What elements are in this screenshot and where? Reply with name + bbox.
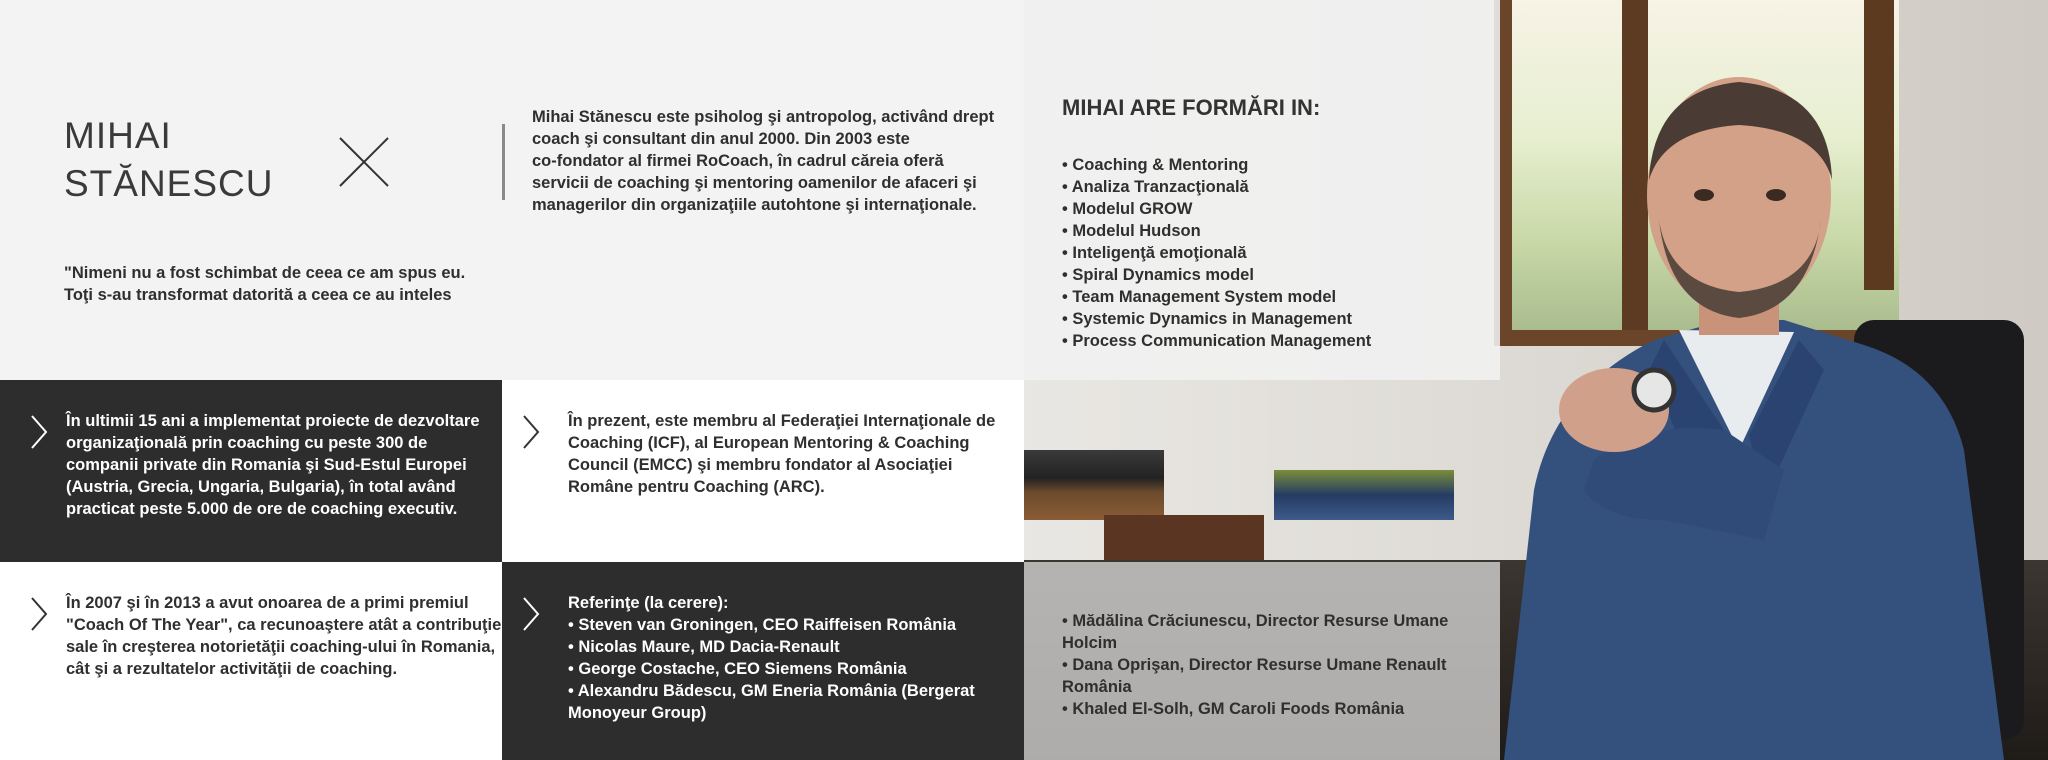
trainings-list bbox=[1062, 154, 1371, 352]
intro-text: Mihai Stănescu este psiholog şi antropolog, activând drept coach şi consultant din anul 2000. Din 2003 este co-fondator al firmei RoCoach, în cadrul căreia oferă servicii de coaching şi mentoring oamenilor de afaceri şi managerilor din organizaţiile autohtone şi internaţionale. bbox=[532, 108, 995, 214]
trainings-title: MIHAI ARE FORMĂRI IN: bbox=[1062, 95, 1321, 120]
person-name bbox=[64, 112, 273, 208]
last-name: STĂNESCU bbox=[64, 163, 274, 204]
books-left bbox=[1024, 450, 1164, 520]
experience-text: În ultimii 15 ani a implementat proiecte de dezvoltare organizaţională prin coaching cu peste 300 de companii private din Romania şi Sud-Estul Europei (Austria, Grecia, Ungaria, Bulgaria), în total având practicat peste 5.000 de ore de coaching executiv. bbox=[66, 412, 480, 518]
list-item: • Team Management System model bbox=[1062, 288, 1337, 306]
books-stack bbox=[1274, 470, 1454, 520]
divider-line bbox=[502, 124, 505, 200]
close-x-icon bbox=[338, 136, 390, 188]
chevron-right-icon bbox=[522, 414, 540, 450]
chevron-right-icon bbox=[30, 414, 48, 450]
award-text: În 2007 şi în 2013 a avut onoarea de a primi premiul "Coach Of The Year", ca recunoaştere atât a contribuţiei sale în creşterea notorietăţii coaching-ului în Romania, cât şi a rezultatelor activităţii de coaching. bbox=[66, 594, 506, 678]
list-item: • Analiza Tranzacţională bbox=[1062, 178, 1249, 196]
list-item: • Process Communication Management bbox=[1062, 332, 1372, 350]
chevron-right-icon bbox=[522, 596, 540, 632]
person-figure bbox=[1464, 70, 2024, 760]
references-more-text: • Mădălina Crăciunescu, Director Resurse Umane Holcim • Dana Oprişan, Director Resurse Umane Renault România • Khaled El-Solh, GM Caroli Foods România bbox=[1062, 612, 1449, 718]
list-item: • Inteligenţă emoţională bbox=[1062, 244, 1247, 262]
chevron-right-icon bbox=[30, 596, 48, 632]
list-item: • Spiral Dynamics model bbox=[1062, 266, 1254, 284]
list-item: • Modelul Hudson bbox=[1062, 222, 1201, 240]
references-text: Referinţe (la cerere): • Steven van Groningen, CEO Raiffeisen România • Nicolas Maure, MD Dacia-Renault • George Costache, CEO Siemens România • Alexandru Bădescu, GM Eneria România (Bergerat Monoyeur Group) bbox=[568, 594, 975, 722]
first-name: MIHAI bbox=[64, 115, 172, 156]
membership-text: În prezent, este membru al Federaţiei Internaţionale de Coaching (ICF), al European Mentoring & Coaching Council (EMCC) şi membru fondator al Asociaţiei Române pentru Coaching (ARC). bbox=[568, 412, 996, 496]
list-item: • Coaching & Mentoring bbox=[1062, 156, 1249, 174]
list-item: • Systemic Dynamics in Management bbox=[1062, 310, 1353, 328]
wooden-box bbox=[1104, 515, 1264, 560]
quote: "Nimeni nu a fost schimbat de ceea ce am spus eu. Toţi s-au transformat datorită a ceea ce au inteles bbox=[64, 264, 466, 304]
list-item: • Modelul GROW bbox=[1062, 200, 1193, 218]
